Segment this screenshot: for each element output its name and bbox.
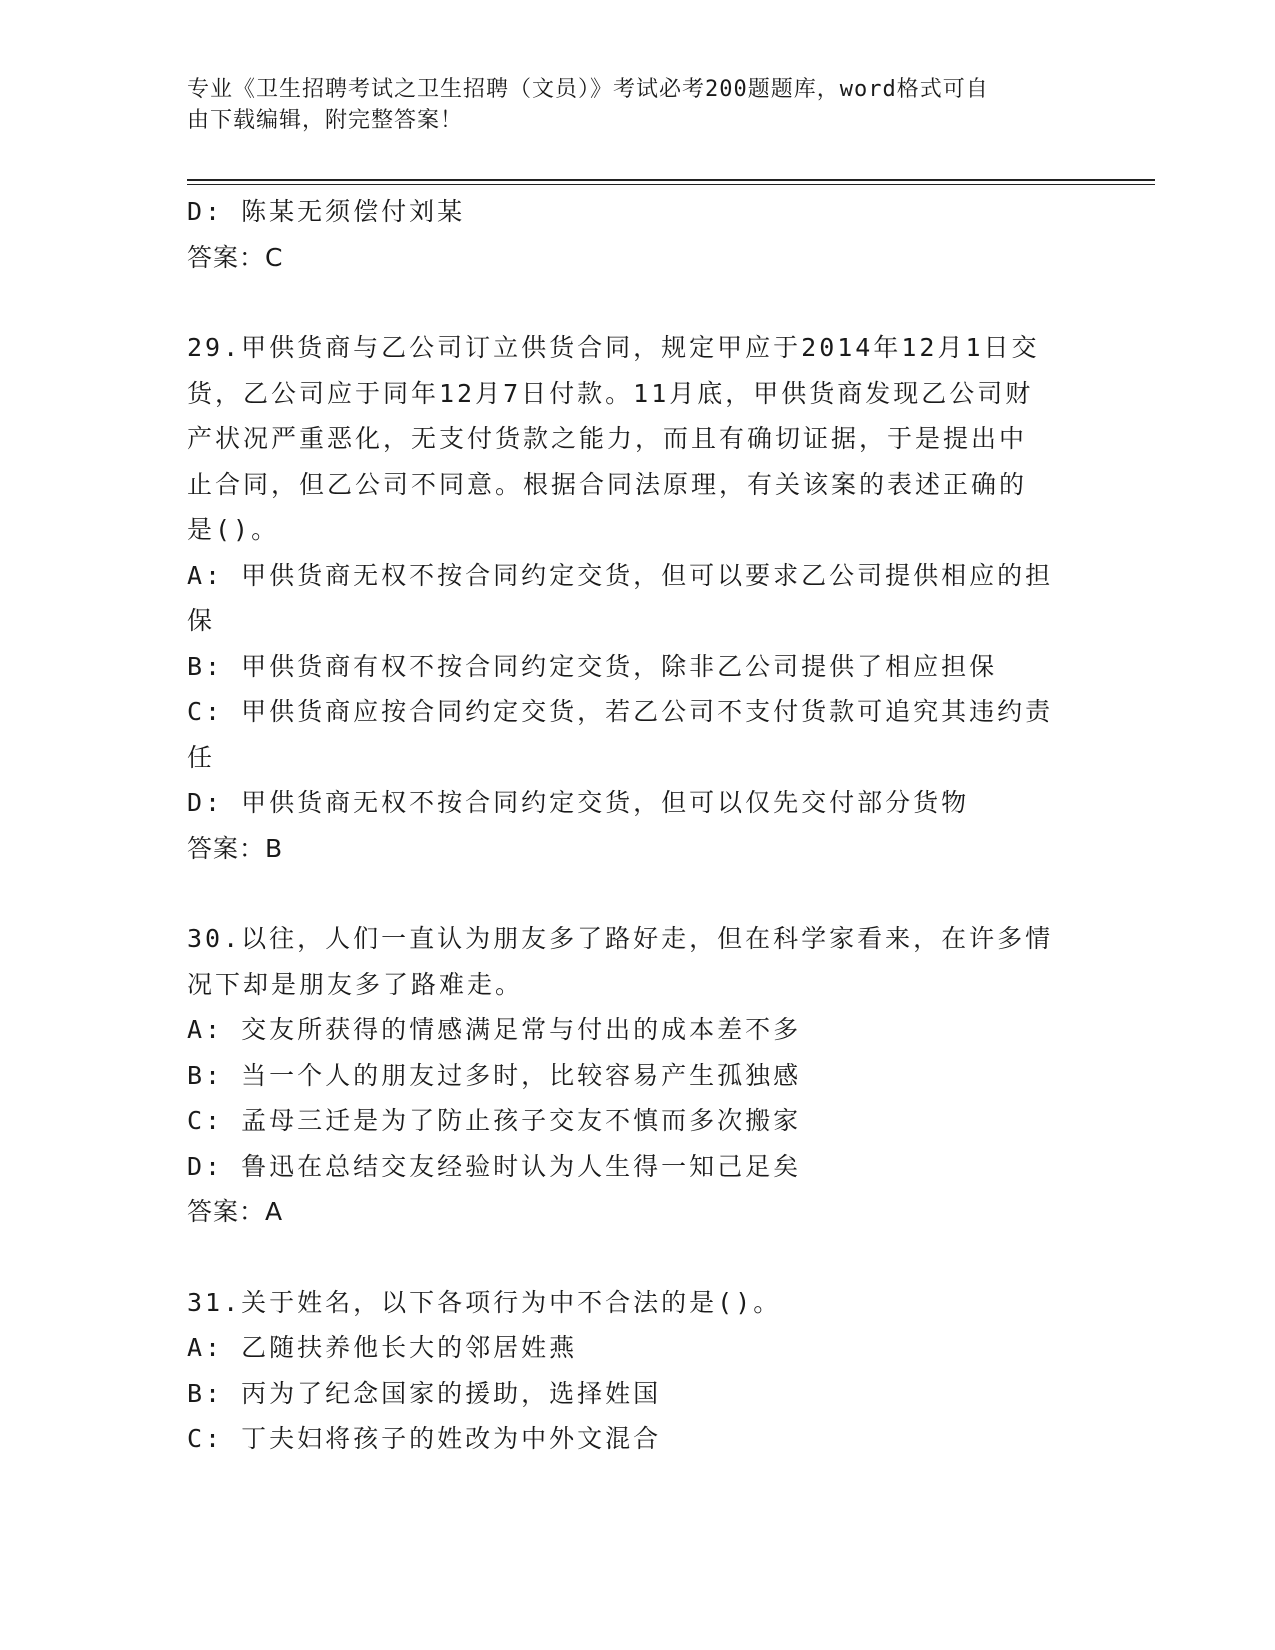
option-c: C: 丁夫妇将孩子的姓改为中外文混合 [187, 1424, 662, 1453]
option-c: C: 孟母三迁是为了防止孩子交友不慎而多次搬家 [187, 1106, 802, 1135]
header-line-2: 由下载编辑，附完整答案！ [187, 108, 464, 133]
question-list [187, 189, 1107, 1462]
question-31 [187, 1280, 1107, 1462]
option-c: C: 甲供货商应按合同约定交货，若乙公司不支付货款可追究其违约责 [187, 697, 1054, 726]
question-stem-line: 止合同，但乙公司不同意。根据合同法原理，有关该案的表述正确的 [187, 469, 1028, 499]
option-a: A: 交友所获得的情感满足常与付出的成本差不多 [187, 1015, 802, 1044]
option-a: A: 甲供货商无权不按合同约定交货，但可以要求乙公司提供相应的担 [187, 560, 1054, 590]
question-stem-line: 是()。 [187, 515, 280, 544]
question-stem-line: 31.关于姓名，以下各项行为中不合法的是()。 [187, 1287, 782, 1317]
question-stem-line: 况下却是朋友多了路难走。 [187, 969, 524, 999]
question-stem-line: 产状况严重恶化，无支付货款之能力，而且有确切证据，于是提出中 [187, 424, 1028, 453]
question-29 [187, 325, 1107, 871]
option-c-continued: 任 [187, 742, 216, 772]
question-stem-line: 29.甲供货商与乙公司订立供货合同，规定甲应于2014年12月1日交 [187, 333, 1040, 362]
document-header [187, 74, 1087, 136]
question-stem-line: 30.以往，人们一直认为朋友多了路好走，但在科学家看来，在许多情 [187, 924, 1054, 953]
option-b: B: 丙为了纪念国家的援助，选择姓国 [187, 1378, 662, 1408]
option-a: A: 乙随扶养他长大的邻居姓燕 [187, 1333, 578, 1362]
header-line-1: 专业《卫生招聘考试之卫生招聘（文员）》考试必考200题题库，word格式可自 [187, 77, 989, 102]
header-divider-thin [187, 184, 1155, 185]
previous-question-tail [187, 189, 1107, 280]
option-b: B: 甲供货商有权不按合同约定交货，除非乙公司提供了相应担保 [187, 651, 998, 681]
option-a-continued: 保 [187, 606, 216, 635]
answer-line: 答案：A [187, 1197, 284, 1226]
answer-line: 答案：B [187, 833, 284, 863]
option-d: D: 陈某无须偿付刘某 [187, 197, 466, 226]
option-d: D: 甲供货商无权不按合同约定交货，但可以仅先交付部分货物 [187, 788, 970, 817]
option-d: D: 鲁迅在总结交友经验时认为人生得一知己足矣 [187, 1151, 802, 1181]
header-divider-thick [187, 179, 1155, 181]
option-b: B: 当一个人的朋友过多时，比较容易产生孤独感 [187, 1060, 802, 1090]
question-stem-line: 货，乙公司应于同年12月7日付款。11月底，甲供货商发现乙公司财 [187, 378, 1034, 408]
answer-line: 答案：C [187, 242, 284, 272]
question-30 [187, 916, 1107, 1235]
